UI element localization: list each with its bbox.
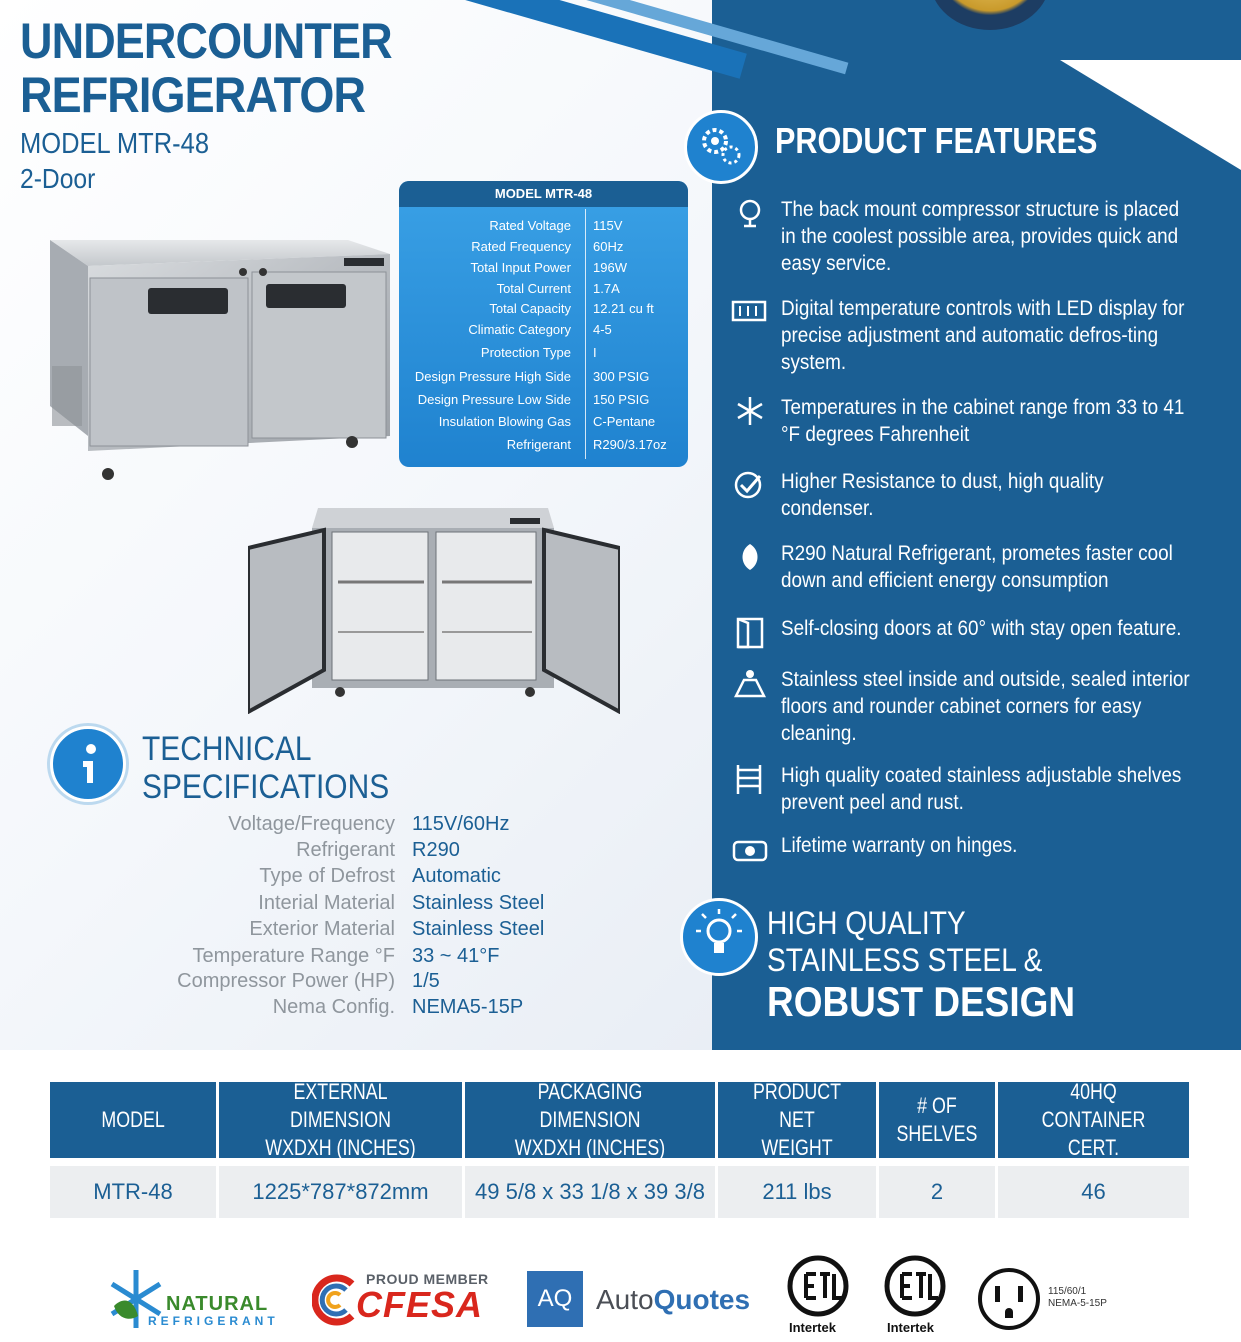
table-cell: 211 lbs — [718, 1166, 876, 1218]
autoquotes-logo-mark: AQ — [527, 1271, 583, 1327]
spec-row — [399, 260, 688, 282]
fridge-open-image — [248, 502, 620, 714]
header-line-1: MODEL — [101, 1107, 165, 1132]
spec-row — [399, 301, 688, 323]
header-line-2: SHELVES — [896, 1121, 978, 1146]
feature-text: High quality coated stainless adjustable shelves prevent peel and rust. — [781, 764, 1182, 814]
spec-value: 150 PSIG — [593, 392, 650, 407]
spec-value: 196W — [593, 260, 627, 275]
table-cell: MTR-48 — [50, 1166, 216, 1218]
spec-row — [399, 281, 688, 303]
tech-spec-label: Refrigerant — [296, 839, 395, 861]
cfesa-logo-text: CFESA — [356, 1284, 484, 1325]
feature-text: Lifetime warranty on hinges. — [781, 834, 1018, 857]
tech-spec-row — [0, 996, 700, 1022]
spec-value: R290/3.17oz — [593, 437, 667, 452]
tech-spec-row — [0, 945, 700, 971]
spec-value: C-Pentane — [593, 414, 656, 429]
features-title: PRODUCT FEATURES — [775, 120, 1098, 161]
nema-config-label — [1048, 1286, 1107, 1310]
header-line-1: PRODUCT NET — [752, 1079, 842, 1132]
leaf-icon — [730, 540, 770, 574]
header-line-2: WXDXH (INCHES) — [514, 1135, 666, 1160]
tech-spec-value: 1/5 — [412, 970, 440, 992]
tech-spec-row — [0, 892, 700, 918]
table-cell: 1225*787*872mm — [219, 1166, 462, 1218]
spec-row — [399, 239, 688, 261]
tech-spec-label: Exterior Material — [249, 918, 395, 940]
spec-value: 60Hz — [593, 239, 624, 254]
digital-display-icon — [730, 295, 770, 329]
nema-line-2: NEMA-5-15P — [1048, 1298, 1107, 1309]
feature-text: Temperatures in the cabinet range from 33 to 41 °F degrees Fahrenheit — [781, 396, 1185, 446]
check-icon — [730, 468, 770, 502]
technical-title-line-1: TECHNICAL — [142, 730, 312, 768]
spec-label: Rated Frequency — [471, 239, 571, 254]
header-line-1: EXTERNAL DIMENSION — [290, 1079, 391, 1132]
spec-box-title: MODEL MTR-48 — [399, 181, 688, 207]
tech-spec-value: NEMA5-15P — [412, 996, 524, 1018]
autoquotes-word-2: Quotes — [653, 1284, 751, 1315]
table-header-cell — [465, 1079, 715, 1160]
table-header-cell — [998, 1079, 1189, 1160]
etl-listed-mark-icon — [776, 1252, 860, 1322]
snowflake-icon — [730, 394, 770, 428]
spec-label: Insulation Blowing Gas — [438, 414, 571, 429]
door-count-label: 2-Door — [20, 163, 96, 194]
page-title — [20, 14, 392, 122]
spec-value: 1.7A — [593, 281, 620, 296]
tech-spec-row — [0, 970, 700, 996]
tech-spec-label: Nema Config. — [272, 996, 395, 1018]
high-quality-line-3: ROBUST DESIGN — [767, 978, 1076, 1025]
title-line-2: REFRIGERATOR — [20, 67, 366, 123]
gears-icon — [684, 110, 758, 184]
nema-plug-icon — [976, 1266, 1042, 1332]
cfesa-member-text: PROUD MEMBER — [366, 1271, 489, 1287]
high-quality-line-2: STAINLESS STEEL & — [767, 942, 1043, 978]
door-icon — [730, 615, 770, 649]
spec-label: Design Pressure High Side — [414, 369, 571, 384]
intertek-label: Intertek — [887, 1320, 934, 1335]
spec-label: Total Capacity — [489, 301, 571, 316]
table-header-cell — [718, 1079, 876, 1160]
table-cell: 2 — [879, 1166, 995, 1218]
header-line-2: CONTAINER CERT. — [1041, 1107, 1146, 1160]
spec-value: I — [593, 345, 597, 360]
spec-label: Total Input Power — [470, 260, 571, 275]
fridge-closed-image — [48, 236, 390, 486]
header-line-1: # OF — [917, 1093, 957, 1118]
tech-spec-row — [0, 839, 700, 865]
tech-spec-value: 115V/60Hz — [412, 813, 510, 835]
autoquotes-word-1: Auto — [596, 1284, 654, 1315]
spec-label: Rated Voltage — [489, 218, 571, 233]
feature-text: R290 Natural Refrigerant, prometes faster cool down and efficient energy consumption — [781, 542, 1173, 592]
spec-row — [399, 414, 688, 436]
feature-text: Stainless steel inside and outside, sealed interior floors and rounder cabinet corners for easy cleaning. — [781, 668, 1190, 745]
header-line-2: WXDXH (INCHES) — [265, 1135, 416, 1160]
model-label: MODEL MTR-48 — [20, 128, 210, 160]
table-cell: 46 — [998, 1166, 1189, 1218]
tech-spec-row — [0, 865, 700, 891]
tech-spec-value: Automatic — [412, 865, 501, 887]
header-line-1: PACKAGING DIMENSION — [537, 1079, 643, 1132]
lightbulb-icon — [680, 898, 758, 976]
spec-label: Design Pressure Low Side — [417, 392, 571, 407]
feature-text: The back mount compressor structure is placed in the coolest possible area, provides quick and easy service. — [781, 198, 1180, 275]
spec-value: 300 PSIG — [593, 369, 650, 384]
feature-text: Higher Resistance to dust, high quality condenser. — [781, 470, 1104, 520]
feature-text: Digital temperature controls with LED display for precise adjustment and automatic defros-ting system. — [781, 297, 1185, 374]
tech-spec-row — [0, 918, 700, 944]
spec-row — [399, 322, 688, 344]
header-line-1: 40HQ — [1070, 1079, 1117, 1104]
tech-spec-label: Interial Material — [258, 892, 395, 914]
cleaning-icon — [730, 666, 770, 700]
title-line-1: UNDERCOUNTER — [20, 13, 392, 69]
tech-spec-label: Type of Defrost — [259, 865, 395, 887]
tech-spec-value: Stainless Steel — [412, 918, 545, 940]
high-quality-line-1: HIGH QUALITY — [767, 905, 966, 941]
refrigerant-logo-text: REFRIGERANT — [148, 1314, 279, 1328]
table-header-cell — [219, 1079, 462, 1160]
tech-spec-value: Stainless Steel — [412, 892, 545, 914]
table-header-cell — [879, 1082, 995, 1158]
spec-label: Total Current — [496, 281, 571, 296]
spec-value: 4-5 — [593, 322, 612, 337]
feature-text: Self-closing doors at 60° with stay open feature. — [781, 617, 1182, 640]
tech-spec-value: 33 ~ 41°F — [412, 945, 500, 967]
spec-row — [399, 369, 688, 391]
compressor-icon — [730, 196, 770, 230]
spec-row — [399, 218, 688, 240]
spec-row — [399, 392, 688, 414]
shelves-icon — [730, 762, 770, 796]
nema-line-1: 115/60/1 — [1048, 1286, 1087, 1297]
cfesa-logo-icon — [312, 1274, 358, 1326]
info-icon — [50, 726, 126, 802]
spec-label: Climatic Category — [468, 322, 571, 337]
tech-spec-value: R290 — [412, 839, 460, 861]
technical-title-line-2: SPECIFICATIONS — [142, 768, 390, 806]
header-line-2: WEIGHT — [761, 1135, 833, 1160]
technical-title — [142, 730, 389, 806]
tech-spec-label: Temperature Range °F — [192, 945, 395, 967]
warranty-icon — [730, 832, 770, 866]
etl-sanitation-mark-icon — [880, 1252, 950, 1322]
spec-row — [399, 437, 688, 459]
tech-spec-row — [0, 813, 700, 839]
spec-row — [399, 345, 688, 367]
spec-label: Refrigerant — [506, 437, 571, 452]
intertek-label: Intertek — [789, 1320, 836, 1335]
spec-label: Protection Type — [480, 345, 571, 360]
natural-logo-text: NATURAL — [166, 1293, 269, 1315]
table-cell: 49 5/8 x 33 1/8 x 39 3/8 — [465, 1166, 715, 1218]
table-header-cell — [50, 1082, 216, 1158]
autoquotes-logo-text — [596, 1284, 750, 1316]
spec-value: 115V — [593, 218, 623, 233]
tech-spec-label: Compressor Power (HP) — [177, 970, 395, 992]
tech-spec-label: Voltage/Frequency — [228, 813, 395, 835]
spec-value: 12.21 cu ft — [593, 301, 654, 316]
